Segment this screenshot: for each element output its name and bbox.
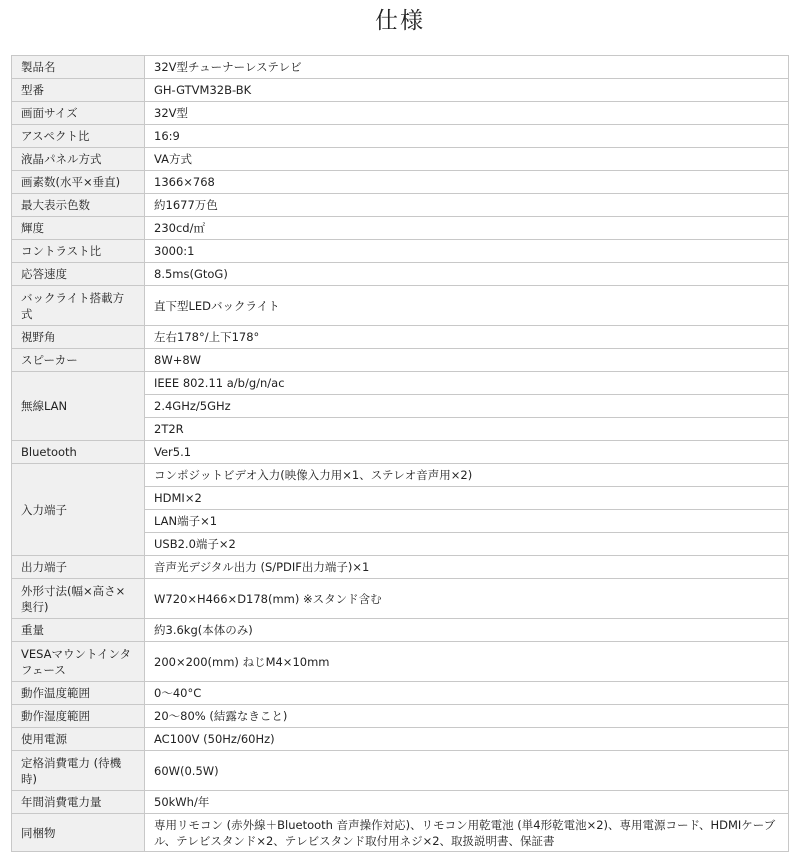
- spec-label: 製品名: [12, 56, 145, 79]
- table-row: [12, 579, 789, 619]
- spec-value: USB2.0端子×2: [145, 533, 789, 556]
- spec-label: 液晶パネル方式: [12, 148, 145, 171]
- spec-value: Ver5.1: [145, 441, 789, 464]
- spec-value: 約3.6kg(本体のみ): [145, 619, 789, 642]
- spec-value: 0〜40°C: [145, 682, 789, 705]
- table-row: [12, 217, 789, 240]
- table-row: [12, 705, 789, 728]
- spec-value: GH-GTVM32B-BK: [145, 79, 789, 102]
- spec-value: 8W+8W: [145, 349, 789, 372]
- spec-label: 応答速度: [12, 263, 145, 286]
- spec-label: 動作温度範囲: [12, 682, 145, 705]
- table-row: [12, 240, 789, 263]
- spec-value: 200×200(mm) ねじM4×10mm: [145, 642, 789, 682]
- table-row: [12, 682, 789, 705]
- spec-label: VESAマウントインタフェース: [12, 642, 145, 682]
- spec-value: コンポジットビデオ入力(映像入力用×1、ステレオ音声用×2): [145, 464, 789, 487]
- spec-value: 230cd/㎡: [145, 217, 789, 240]
- spec-value: W720×H466×D178(mm) ※スタンド含む: [145, 579, 789, 619]
- spec-label: 年間消費電力量: [12, 791, 145, 814]
- spec-label: 画面サイズ: [12, 102, 145, 125]
- table-row: [12, 56, 789, 79]
- spec-label: 視野角: [12, 326, 145, 349]
- spec-value: 60W(0.5W): [145, 751, 789, 791]
- spec-value: 50kWh/年: [145, 791, 789, 814]
- spec-label: 輝度: [12, 217, 145, 240]
- spec-value: LAN端子×1: [145, 510, 789, 533]
- spec-label: Bluetooth: [12, 441, 145, 464]
- table-row: [12, 79, 789, 102]
- table-row: [12, 125, 789, 148]
- table-row: [12, 814, 789, 852]
- spec-label: 入力端子: [12, 464, 145, 556]
- spec-value: 32V型チューナーレステレビ: [145, 56, 789, 79]
- spec-value: 専用リモコン (赤外線＋Bluetooth 音声操作対応)、リモコン用乾電池 (単4形乾電池×2)、専用電源コード、HDMIケーブル、テレビスタンド×2、テレビスタンド取付用ネジ×2、取扱説明書、保証書: [145, 814, 789, 852]
- table-row: [12, 349, 789, 372]
- spec-label: 出力端子: [12, 556, 145, 579]
- spec-value: 直下型LEDバックライト: [145, 286, 789, 326]
- spec-label: スピーカー: [12, 349, 145, 372]
- spec-label: 重量: [12, 619, 145, 642]
- spec-label: 動作湿度範囲: [12, 705, 145, 728]
- spec-label: 使用電源: [12, 728, 145, 751]
- table-row: [12, 728, 789, 751]
- spec-label: 無線LAN: [12, 372, 145, 441]
- table-row: [12, 441, 789, 464]
- spec-value: 16:9: [145, 125, 789, 148]
- spec-label: 同梱物: [12, 814, 145, 852]
- spec-value: 音声光デジタル出力 (S/PDIF出力端子)×1: [145, 556, 789, 579]
- spec-label: アスペクト比: [12, 125, 145, 148]
- spec-label: 最大表示色数: [12, 194, 145, 217]
- spec-value: 2T2R: [145, 418, 789, 441]
- table-row: [12, 171, 789, 194]
- table-row: [12, 464, 789, 487]
- table-row: [12, 642, 789, 682]
- spec-value: 20〜80% (結露なきこと): [145, 705, 789, 728]
- table-row: [12, 263, 789, 286]
- table-row: [12, 286, 789, 326]
- spec-value: 8.5ms(GtoG): [145, 263, 789, 286]
- spec-value: 左右178°/上下178°: [145, 326, 789, 349]
- table-row: [12, 194, 789, 217]
- spec-value: 32V型: [145, 102, 789, 125]
- page-title: 仕様: [375, 8, 425, 34]
- spec-value: 1366×768: [145, 171, 789, 194]
- spec-label: 型番: [12, 79, 145, 102]
- spec-value: IEEE 802.11 a/b/g/n/ac: [145, 372, 789, 395]
- table-row: [12, 148, 789, 171]
- table-row: [12, 751, 789, 791]
- table-row: [12, 326, 789, 349]
- spec-value: 約1677万色: [145, 194, 789, 217]
- table-row: [12, 556, 789, 579]
- spec-label: コントラスト比: [12, 240, 145, 263]
- spec-label: 画素数(水平×垂直): [12, 171, 145, 194]
- table-row: [12, 791, 789, 814]
- spec-label: 外形寸法(幅×高さ×奥行): [12, 579, 145, 619]
- spec-label: バックライト搭載方式: [12, 286, 145, 326]
- spec-value: HDMI×2: [145, 487, 789, 510]
- spec-table: [11, 55, 789, 852]
- table-row: [12, 619, 789, 642]
- table-row: [12, 372, 789, 395]
- spec-value: AC100V (50Hz/60Hz): [145, 728, 789, 751]
- spec-value: 3000:1: [145, 240, 789, 263]
- spec-value: VA方式: [145, 148, 789, 171]
- spec-value: 2.4GHz/5GHz: [145, 395, 789, 418]
- spec-label: 定格消費電力 (待機時): [12, 751, 145, 791]
- table-row: [12, 102, 789, 125]
